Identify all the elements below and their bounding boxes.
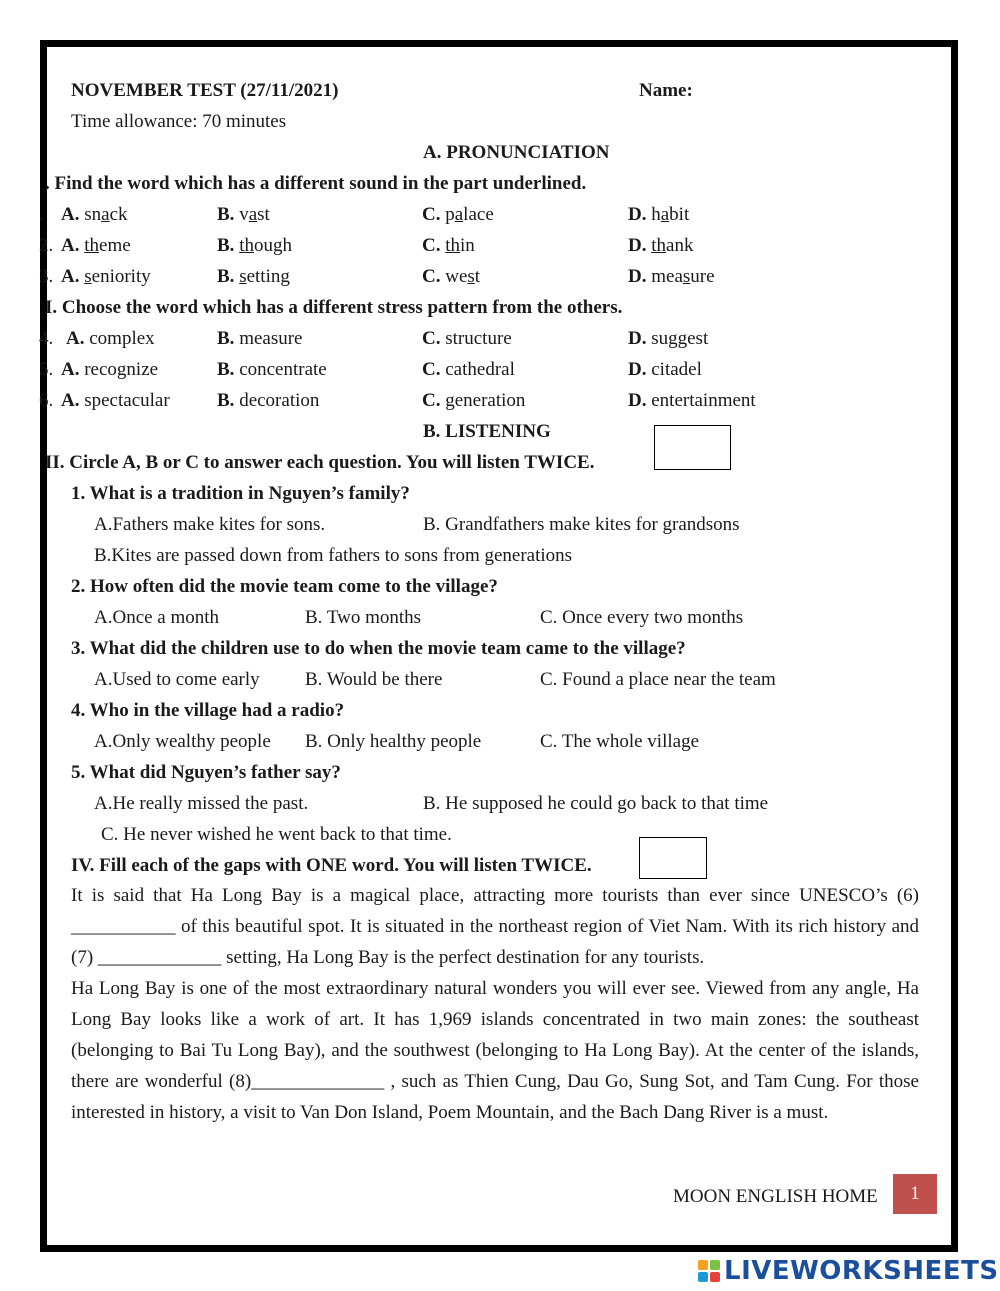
icon-square-1	[698, 1260, 708, 1270]
answer-c[interactable]: C. Once every two months	[540, 607, 744, 628]
answer-a[interactable]: A.He really missed the past.	[94, 793, 309, 814]
option-d: D. thank	[628, 235, 694, 256]
option-a: A. complex	[66, 328, 155, 349]
option-d: D. measure	[628, 266, 715, 287]
option-b: B. setting	[217, 266, 290, 287]
icon-square-2	[710, 1260, 720, 1270]
section-a-title: A. PRONUNCIATION	[423, 142, 610, 163]
question-number: 4.	[39, 328, 54, 349]
option-d: D. citadel	[628, 359, 702, 380]
answer-a[interactable]: A.Only wealthy people	[94, 731, 271, 752]
answer-a[interactable]: A.Fathers make kites for sons.	[94, 514, 326, 535]
option-a: A. theme	[61, 235, 131, 256]
option-b: B. though	[217, 235, 292, 256]
footer-brand: MOON ENGLISH HOME	[673, 1186, 878, 1207]
part4-instruction: IV. Fill each of the gaps with ONE word. You will listen TWICE.	[71, 855, 592, 876]
option-c: C. cathedral	[422, 359, 515, 380]
answer-a[interactable]: A.Once a month	[94, 607, 220, 628]
icon-square-4	[710, 1272, 720, 1282]
section-b-title: B. LISTENING	[423, 421, 551, 442]
option-c: C. palace	[422, 204, 494, 225]
question-number: 5.	[39, 359, 54, 380]
answer-b[interactable]: B. Grandfathers make kites for grandsons	[423, 514, 740, 535]
option-d: D. entertainment	[628, 390, 756, 411]
listening-question-5: 5. What did Nguyen’s father say?	[71, 762, 341, 783]
listening-question-4: 4. Who in the village had a radio?	[71, 700, 345, 721]
time-allowance: Time allowance: 70 minutes	[71, 111, 287, 132]
liveworksheets-icon	[698, 1260, 720, 1282]
option-a: A. spectacular	[61, 390, 170, 411]
option-a: A. snack	[61, 204, 128, 225]
liveworksheets-watermark	[698, 1256, 999, 1286]
option-d: D. habit	[628, 204, 690, 225]
option-c: C. thin	[422, 235, 475, 256]
answer-b[interactable]: B. Two months	[305, 607, 422, 628]
name-label: Name:	[639, 80, 693, 101]
icon-square-3	[698, 1272, 708, 1282]
answer-c[interactable]: B.Kites are passed down from fathers to sons from generations	[94, 545, 573, 566]
listening-question-2: 2. How often did the movie team come to the village?	[71, 576, 498, 597]
answer-a[interactable]: A.Used to come early	[94, 669, 260, 690]
answer-b[interactable]: B. He supposed he could go back to that time	[423, 793, 769, 814]
option-c: C. generation	[422, 390, 526, 411]
answer-c[interactable]: C. The whole village	[540, 731, 700, 752]
page-number-badge: 1	[893, 1174, 937, 1214]
question-number: 2.	[39, 235, 54, 256]
answer-c[interactable]: C. Found a place near the team	[540, 669, 776, 690]
score-box[interactable]	[654, 425, 731, 470]
listening-question-3: 3. What did the children use to do when the movie team came to the village?	[71, 638, 686, 659]
option-c: C. structure	[422, 328, 512, 349]
score-box[interactable]	[639, 837, 707, 879]
option-b: B. decoration	[217, 390, 320, 411]
question-number: 3.	[39, 266, 54, 287]
listening-question-1: 1. What is a tradition in Nguyen’s family?	[71, 483, 410, 504]
part3-instruction: II. Circle A, B or C to answer each question. You will listen TWICE.	[45, 452, 595, 473]
option-a: A. seniority	[61, 266, 151, 287]
option-d: D. suggest	[628, 328, 709, 349]
part2-instruction: I. Choose the word which has a different stress pattern from the others.	[45, 297, 623, 318]
part1-instruction: . Find the word which has a different sound in the part underlined.	[45, 173, 587, 194]
worksheet-page	[40, 40, 958, 1252]
test-title: NOVEMBER TEST (27/11/2021)	[71, 80, 339, 101]
question-number: .	[39, 204, 44, 225]
option-b: B. vast	[217, 204, 270, 225]
option-b: B. concentrate	[217, 359, 327, 380]
answer-c[interactable]: C. He never wished he went back to that time.	[101, 824, 452, 845]
watermark-text: LIVEWORKSHEETS	[724, 1256, 999, 1286]
option-b: B. measure	[217, 328, 303, 349]
gap-fill-paragraph-1: It is said that Ha Long Bay is a magical place, attracting more tourists than ever since UNESCO’s (6) ___________ of this beautiful spot. It is situated in the northeast region of Viet Nam. With its rich history and (7) _____________ setting, Ha Long Bay is the perfect destination for any tourists.	[71, 885, 919, 968]
option-c: C. west	[422, 266, 481, 287]
answer-b[interactable]: B. Would be there	[305, 669, 443, 690]
answer-b[interactable]: B. Only healthy people	[305, 731, 482, 752]
gap-fill-paragraph-2: Ha Long Bay is one of the most extraordinary natural wonders you will ever see. Viewed from any angle, Ha Long Bay looks like a work of art. It has 1,969 islands concentrated in two main zones: the southeast (belonging to Bai Tu Long Bay), and the southwest (belonging to Ha Long Bay). At the center of the islands, there are wonderful (8)______________ , such as Thien Cung, Dau Go, Sung Sot, and Tam Cung. For those interested in history, a visit to Van Don Island, Poem Mountain, and the Bach Dang River is a must.	[71, 978, 919, 1123]
question-number: 6.	[39, 390, 54, 411]
option-a: A. recognize	[61, 359, 159, 380]
